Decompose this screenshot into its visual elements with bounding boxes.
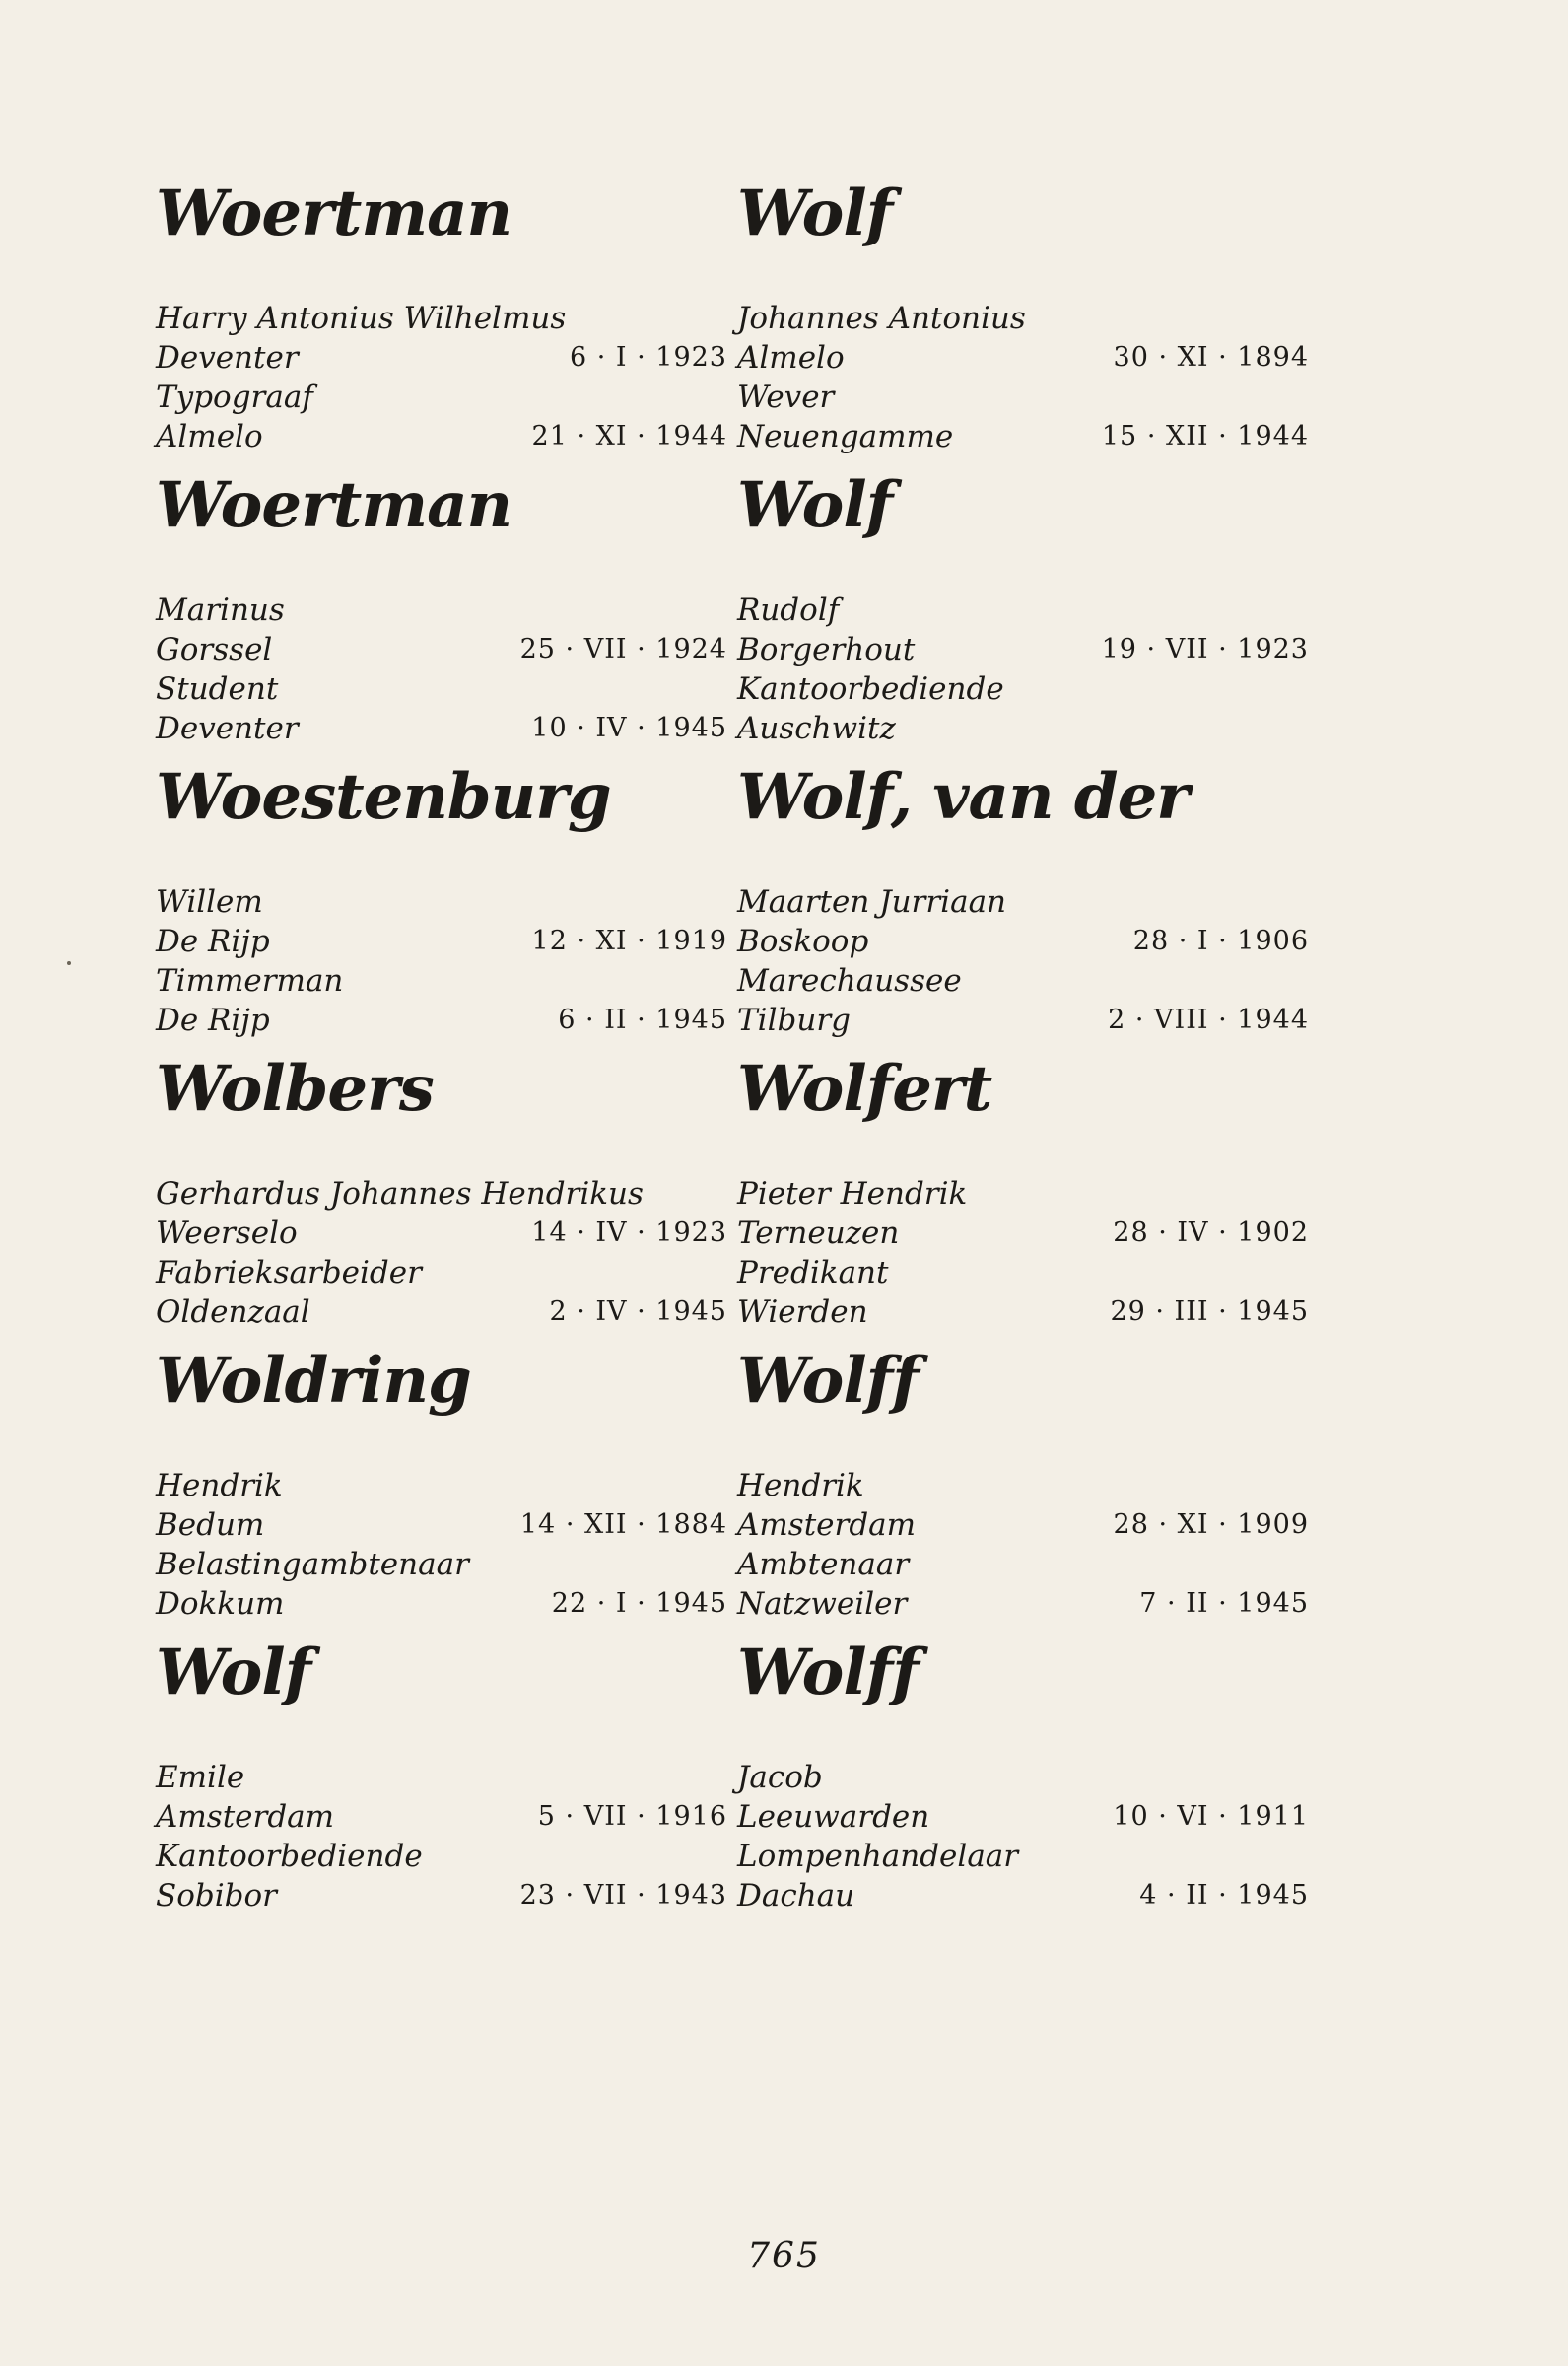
death-line <box>737 1292 1309 1332</box>
birthplace: Boskoop <box>737 924 869 959</box>
given-names <box>737 299 1309 338</box>
surname-heading: Woertman <box>156 176 512 250</box>
paper-speck <box>67 961 71 965</box>
given-names <box>156 1466 727 1505</box>
entry <box>737 1052 1309 1350</box>
surname-heading: Wolbers <box>156 1052 434 1126</box>
birth-line <box>156 922 727 961</box>
given-names <box>156 591 727 630</box>
death-place: Tilburg <box>737 1003 851 1038</box>
surname-heading: Wolfert <box>737 1052 992 1126</box>
right-column <box>737 176 1309 1933</box>
surname-heading: Wolff <box>737 1344 919 1418</box>
death-line <box>737 1584 1309 1624</box>
given-names <box>737 1758 1309 1797</box>
death-date: 10 · IV · 1945 <box>531 713 727 743</box>
given-names <box>156 1174 727 1214</box>
death-place: Oldenzaal <box>156 1294 310 1330</box>
surname-heading: Wolf <box>156 1635 311 1709</box>
birth-line <box>737 338 1309 378</box>
birth-line <box>156 1505 727 1545</box>
surname-heading: Woldring <box>156 1344 471 1418</box>
birthplace: Weerselo <box>156 1216 298 1251</box>
birthplace: Leeuwarden <box>737 1799 930 1835</box>
surname-heading: Woertman <box>156 468 512 542</box>
entry <box>737 468 1309 766</box>
given-names-text: Marinus <box>156 592 285 628</box>
death-date: 22 · I · 1945 <box>551 1588 727 1619</box>
occupation-line <box>737 1837 1309 1876</box>
surname-heading: Wolf <box>737 176 893 250</box>
birth-date: 19 · VII · 1923 <box>1101 634 1309 664</box>
left-column <box>156 176 727 1933</box>
death-place: Dachau <box>737 1878 855 1914</box>
birth-line <box>156 1797 727 1837</box>
death-date: 15 · XII · 1944 <box>1101 421 1309 452</box>
birth-date: 12 · XI · 1919 <box>531 926 727 956</box>
occupation: Belastingambtenaar <box>156 1547 469 1582</box>
given-names-text: Emile <box>156 1760 245 1795</box>
birth-line <box>156 630 727 669</box>
death-date: 6 · II · 1945 <box>558 1005 727 1035</box>
death-place: Sobibor <box>156 1878 277 1914</box>
death-date: 7 · II · 1945 <box>1139 1588 1309 1619</box>
birth-date: 28 · XI · 1909 <box>1113 1509 1309 1540</box>
entry <box>737 176 1309 474</box>
birth-date: 6 · I · 1923 <box>569 342 727 373</box>
surname-heading: Wolff <box>737 1635 919 1709</box>
death-line <box>156 1876 727 1915</box>
death-place: Natzweiler <box>737 1586 908 1622</box>
given-names-text: Hendrik <box>156 1468 283 1503</box>
death-place: Dokkum <box>156 1586 285 1622</box>
occupation: Marechaussee <box>737 963 962 999</box>
entry <box>156 468 727 766</box>
occupation: Lompenhandelaar <box>737 1839 1019 1874</box>
birthplace: Deventer <box>156 340 299 376</box>
occupation: Kantoorbediende <box>156 1839 423 1874</box>
occupation-line <box>156 669 727 709</box>
death-line <box>737 1001 1309 1040</box>
birth-date: 30 · XI · 1894 <box>1113 342 1309 373</box>
birth-date: 10 · VI · 1911 <box>1113 1801 1309 1832</box>
birth-date: 25 · VII · 1924 <box>519 634 727 664</box>
birth-line <box>737 1505 1309 1545</box>
given-names <box>156 1758 727 1797</box>
birthplace: Terneuzen <box>737 1216 900 1251</box>
death-line <box>737 709 1309 748</box>
birth-line <box>156 1214 727 1253</box>
given-names-text: Rudolf <box>737 592 840 628</box>
death-date: 2 · VIII · 1944 <box>1108 1005 1309 1035</box>
death-line <box>156 709 727 748</box>
death-line <box>737 417 1309 456</box>
occupation-line <box>737 961 1309 1001</box>
occupation: Fabrieksarbeider <box>156 1255 422 1290</box>
birthplace: Almelo <box>737 340 845 376</box>
death-place: Neuengamme <box>737 419 954 454</box>
occupation: Predikant <box>737 1255 889 1290</box>
birthplace: Bedum <box>156 1507 265 1543</box>
entry <box>156 1052 727 1350</box>
birth-line <box>737 1797 1309 1837</box>
occupation-line <box>156 378 727 417</box>
death-place: De Rijp <box>156 1003 270 1038</box>
given-names-text: Hendrik <box>737 1468 864 1503</box>
birth-date: 28 · IV · 1902 <box>1113 1218 1309 1248</box>
birthplace: Borgerhout <box>737 632 916 667</box>
death-line <box>156 1292 727 1332</box>
occupation: Typograaf <box>156 380 313 415</box>
entry <box>737 1635 1309 1933</box>
occupation-line <box>737 378 1309 417</box>
given-names-text: Johannes Antonius <box>737 301 1026 336</box>
given-names-text: Jacob <box>737 1760 823 1795</box>
birth-line <box>737 922 1309 961</box>
death-date: 2 · IV · 1945 <box>549 1296 727 1327</box>
birth-date: 14 · IV · 1923 <box>531 1218 727 1248</box>
death-line <box>156 1584 727 1624</box>
birth-line <box>156 338 727 378</box>
birthplace: Amsterdam <box>737 1507 917 1543</box>
death-date: 21 · XI · 1944 <box>531 421 727 452</box>
occupation: Student <box>156 671 279 707</box>
occupation: Ambtenaar <box>737 1547 910 1582</box>
given-names <box>156 882 727 922</box>
given-names <box>156 299 727 338</box>
death-date: 4 · II · 1945 <box>1139 1880 1309 1911</box>
occupation-line <box>156 1545 727 1584</box>
occupation: Kantoorbediende <box>737 671 1004 707</box>
occupation-line <box>737 1545 1309 1584</box>
entry <box>156 760 727 1058</box>
death-place: Deventer <box>156 711 299 746</box>
occupation-line <box>156 1837 727 1876</box>
page-number: 765 <box>747 2236 821 2276</box>
birth-line <box>737 630 1309 669</box>
birthplace: De Rijp <box>156 924 270 959</box>
surname-heading: Woestenburg <box>156 760 611 834</box>
occupation: Wever <box>737 380 835 415</box>
entry <box>737 1344 1309 1641</box>
birthplace: Gorssel <box>156 632 273 667</box>
given-names <box>737 1174 1309 1214</box>
birth-date: 28 · I · 1906 <box>1132 926 1309 956</box>
given-names-text: Willem <box>156 884 263 920</box>
entry <box>156 1635 727 1933</box>
death-place: Auschwitz <box>737 711 896 746</box>
occupation-line <box>156 1253 727 1292</box>
given-names <box>737 591 1309 630</box>
death-line <box>737 1876 1309 1915</box>
birth-date: 5 · VII · 1916 <box>537 1801 727 1832</box>
surname-heading: Wolf <box>737 468 893 542</box>
given-names-text: Harry Antonius Wilhelmus <box>156 301 567 336</box>
occupation-line <box>156 961 727 1001</box>
birth-date: 14 · XII · 1884 <box>519 1509 727 1540</box>
birthplace: Amsterdam <box>156 1799 335 1835</box>
entry <box>156 1344 727 1641</box>
death-line <box>156 417 727 456</box>
entry <box>737 760 1309 1058</box>
death-place: Wierden <box>737 1294 868 1330</box>
death-date: 23 · VII · 1943 <box>519 1880 727 1911</box>
given-names-text: Maarten Jurriaan <box>737 884 1007 920</box>
given-names <box>737 1466 1309 1505</box>
occupation-line <box>737 669 1309 709</box>
given-names-text: Pieter Hendrik <box>737 1176 968 1212</box>
occupation: Timmerman <box>156 963 344 999</box>
death-place: Almelo <box>156 419 263 454</box>
given-names-text: Gerhardus Johannes Hendrikus <box>156 1176 644 1212</box>
given-names <box>737 882 1309 922</box>
death-line <box>156 1001 727 1040</box>
occupation-line <box>737 1253 1309 1292</box>
surname-heading: Wolf, van der <box>737 760 1189 834</box>
birth-line <box>737 1214 1309 1253</box>
death-date: 29 · III · 1945 <box>1110 1296 1309 1327</box>
entry <box>156 176 727 474</box>
